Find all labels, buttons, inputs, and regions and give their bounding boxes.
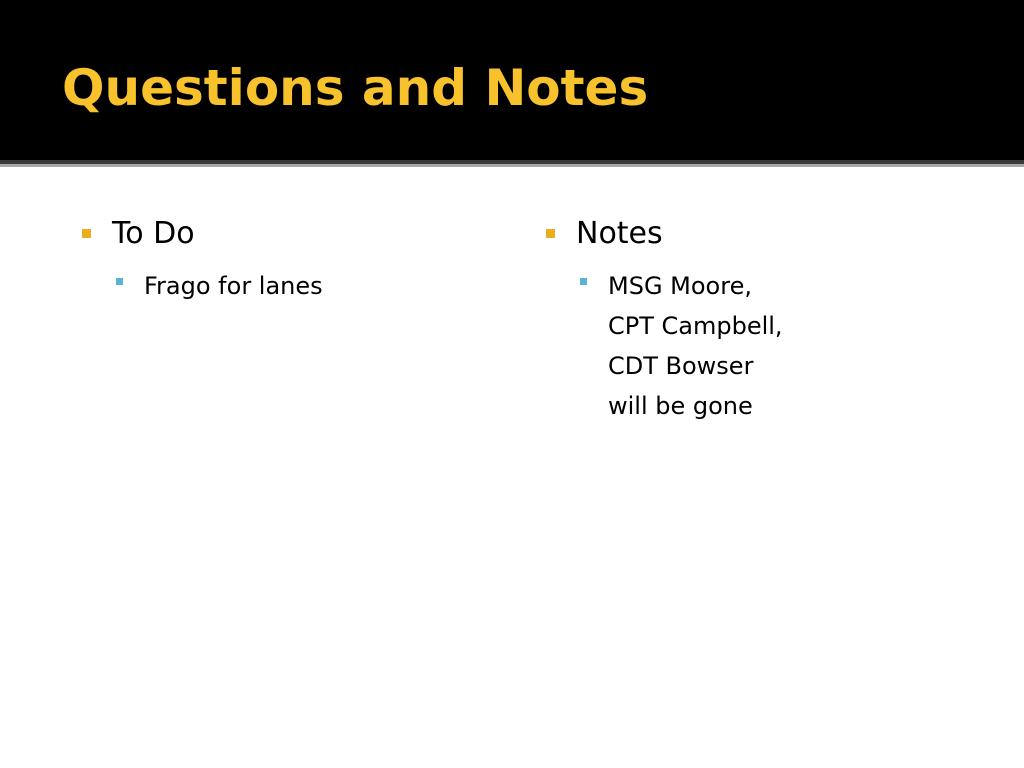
- small-square-bullet-icon: [116, 278, 123, 285]
- notes-heading: Notes: [576, 216, 663, 251]
- slide-title: Questions and Notes: [62, 59, 649, 117]
- notes-subitem-line: CPT Campbell,: [608, 312, 783, 340]
- square-bullet-icon: [546, 229, 555, 238]
- todo-heading: To Do: [112, 216, 195, 251]
- title-band: [0, 0, 1024, 160]
- notes-subitem-line: CDT Bowser: [608, 352, 754, 380]
- notes-subitem: [544, 266, 944, 426]
- todo-column: [80, 212, 480, 306]
- todo-subitem: [80, 266, 480, 306]
- notes-column: [544, 212, 944, 426]
- notes-subitem-line: will be gone: [608, 392, 753, 420]
- square-bullet-icon: [82, 229, 91, 238]
- title-divider-light: [0, 164, 1024, 167]
- todo-subitem-line: Frago for lanes: [144, 272, 323, 300]
- notes-subitem-text: [608, 266, 944, 426]
- notes-item: [544, 212, 944, 256]
- todo-subitem-text: [144, 266, 480, 306]
- notes-subitem-line: MSG Moore,: [608, 272, 752, 300]
- small-square-bullet-icon: [580, 278, 587, 285]
- todo-item: [80, 212, 480, 256]
